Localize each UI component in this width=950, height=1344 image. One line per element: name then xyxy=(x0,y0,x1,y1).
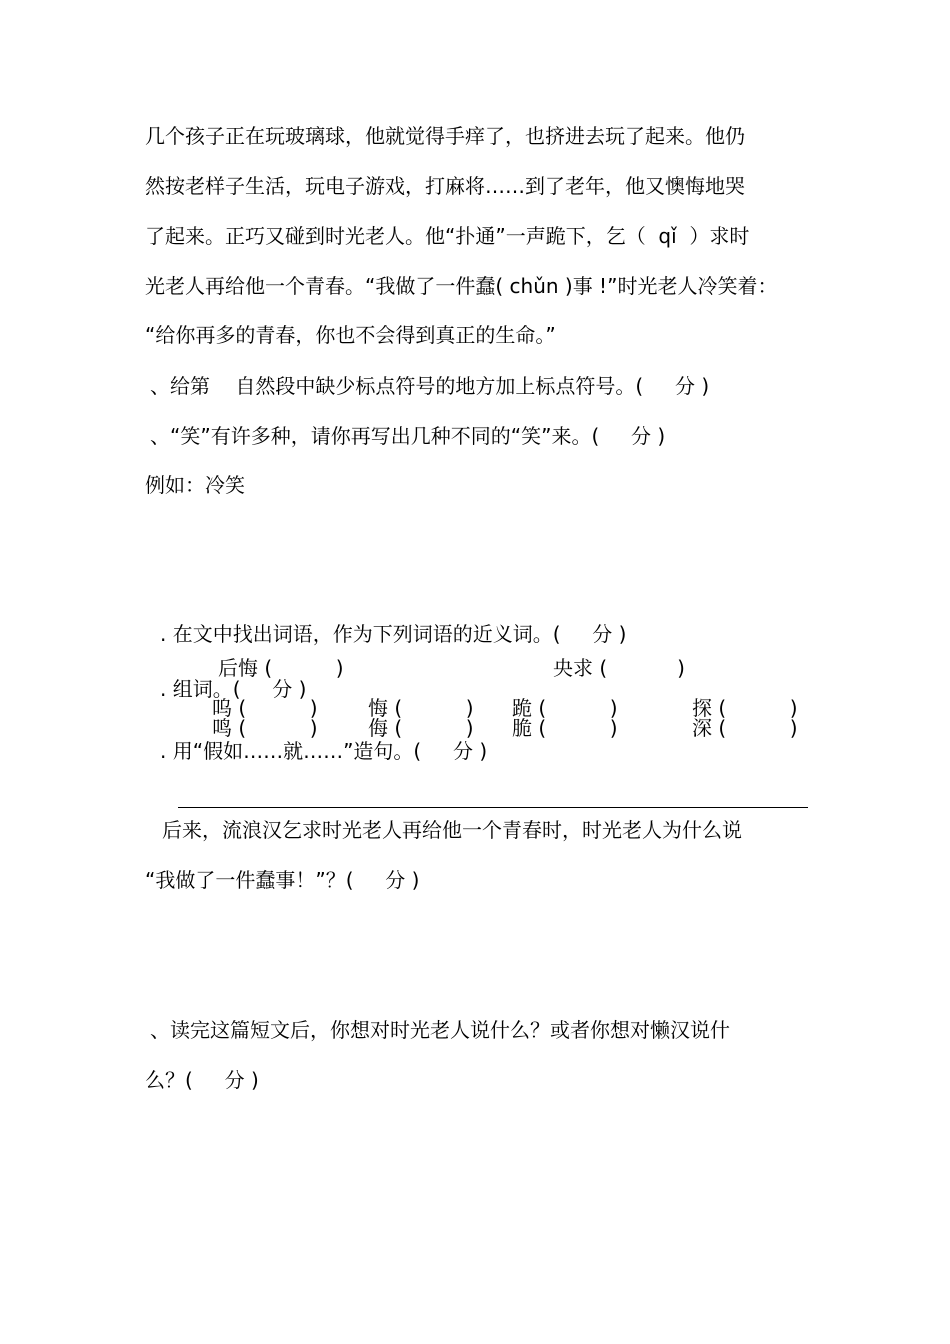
question-3-item-hui: 后悔 ( ) xyxy=(218,656,344,680)
word-pair-top: 跪 ( ) xyxy=(512,696,618,720)
question-2: 、“笑”有许多种，请你再写出几种不同的“笑”来。( 分 ) xyxy=(150,424,666,448)
question-1: 、给第 自然段中缺少标点符号的地方加上标点符号。( 分 ) xyxy=(150,374,710,398)
passage-line: 然按老样子生活，玩电子游戏，打麻将……到了老年，他又懊悔地哭 xyxy=(145,174,745,198)
passage-line: 了起来。正巧又碰到时光老人。他“扑通”一声跪下，乞（ qǐ ）求时 xyxy=(145,224,750,248)
question-5: . 用“假如……就……”造句。( 分 ) xyxy=(160,739,488,763)
passage-line: “给你再多的青春，你也不会得到真正的生命。” xyxy=(145,323,556,347)
passage-line: 光老人再给他一个青春。“我做了一件蠢( chǔn )事 !”时光老人冷笑着： xyxy=(145,274,778,298)
word-pair-bottom: 深 ( ) xyxy=(692,716,798,740)
question-7-line-1: 、读完这篇短文后，你想对时光老人说什么？或者你想对懒汉说什 xyxy=(150,1018,730,1042)
question-6-line-1: 后来，流浪汉乞求时光老人再给他一个青春时，时光老人为什么说 xyxy=(162,818,742,842)
word-pair-bottom: 侮 ( ) xyxy=(368,716,474,740)
question-3-item-yang: 央求 ( ) xyxy=(553,656,685,680)
question-4: . 组词。( 分 ) xyxy=(160,677,307,701)
word-pair-bottom: 鸣 ( ) xyxy=(212,716,318,740)
question-3: . 在文中找出词语，作为下列词语的近义词。( 分 ) xyxy=(160,622,627,646)
word-pair-top: 探 ( ) xyxy=(692,696,798,720)
word-pair-top: 呜 ( ) xyxy=(212,696,318,720)
passage-line: 几个孩子正在玩玻璃球，他就觉得手痒了，也挤进去玩了起来。他仍 xyxy=(145,124,745,148)
question-7-line-2: 么？( 分 ) xyxy=(145,1068,259,1092)
word-pair-top: 悔 ( ) xyxy=(368,696,474,720)
question-2-example: 例如：冷笑 xyxy=(145,473,245,497)
question-6-line-2: “我做了一件蠢事！”？( 分 ) xyxy=(145,868,420,892)
word-pair-bottom: 脆 ( ) xyxy=(512,716,618,740)
answer-line xyxy=(178,807,808,808)
